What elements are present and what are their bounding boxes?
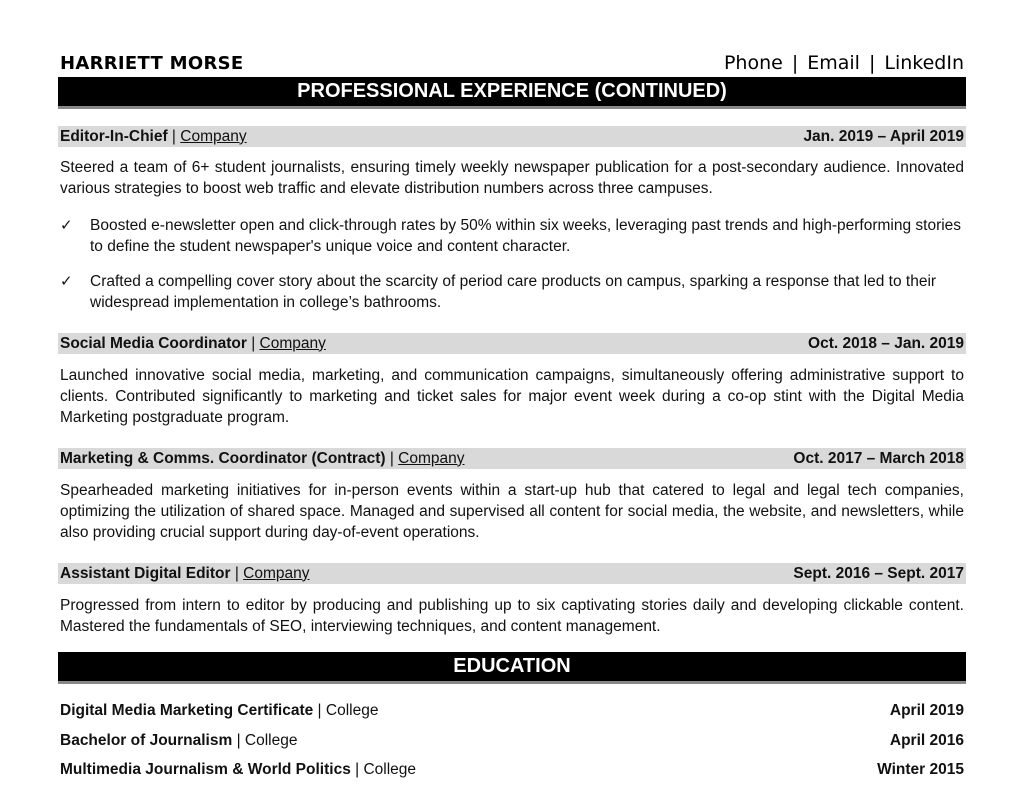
education-date: Winter 2015 <box>877 761 964 778</box>
job-title: Editor-In-Chief <box>60 127 168 145</box>
checkmark-icon: ✓ <box>60 217 73 234</box>
education-entry <box>60 759 964 781</box>
achievement-bullet <box>60 215 964 257</box>
degree-name: Digital Media Marketing Certificate <box>60 702 314 719</box>
education-degree-school: Digital Media Marketing Certificate | College <box>60 702 379 719</box>
job-header <box>58 126 966 147</box>
job-dates: Jan. 2019 – April 2019 <box>803 127 964 145</box>
company-link: Company <box>398 449 465 467</box>
job-dates: Sept. 2016 – Sept. 2017 <box>793 564 964 582</box>
job-dates: Oct. 2018 – Jan. 2019 <box>808 334 964 352</box>
checkmark-icon: ✓ <box>60 273 73 290</box>
job-title-company: Editor-In-Chief | Company <box>60 127 247 145</box>
contact-separator: | <box>868 52 876 74</box>
education-degree-school: Multimedia Journalism & World Politics | College <box>60 761 417 778</box>
section-heading-experience: PROFESSIONAL EXPERIENCE (CONTINUED) <box>58 77 966 109</box>
job-dates: Oct. 2017 – March 2018 <box>793 449 964 467</box>
job-title: Marketing & Comms. Coordinator (Contract) <box>60 449 386 467</box>
section-heading-education: EDUCATION <box>58 652 966 684</box>
education-degree-school: Bachelor of Journalism | College <box>60 732 298 749</box>
job-summary: Spearheaded marketing initiatives for in-person events within a start-up hub that catered to legal and legal tech companies, optimizing the utilization of shared space. Managed and supervised all content for social media, the website, and newsletters, while also providing crucial support during day-of-event operations. <box>60 482 964 541</box>
job-title-company: Social Media Coordinator | Company <box>60 334 326 352</box>
job-title: Assistant Digital Editor <box>60 564 231 582</box>
school-name: College <box>244 732 298 749</box>
education-date: April 2019 <box>889 702 964 719</box>
contact-info <box>724 52 964 74</box>
school-name: College <box>363 761 417 778</box>
job-header <box>58 563 966 584</box>
contact-email: Email <box>807 52 860 74</box>
bullet-text: Boosted e-newsletter open and click-through rates by 50% within six weeks, leveraging past trends and high-performing stories to define the student newspaper's unique voice and content character. <box>90 217 962 255</box>
education-entry <box>60 700 964 722</box>
bullet-text: Crafted a compelling cover story about the scarcity of period care products on campus, sparking a response that led to their widespread implementation in college’s bathrooms. <box>90 273 937 311</box>
job-summary: Steered a team of 6+ student journalists, ensuring timely weekly newspaper publication for a post-secondary audience. Innovated various strategies to boost web traffic and elevate distribution numbers across three campuses. <box>60 159 964 197</box>
job-summary: Launched innovative social media, marketing, and communication campaigns, simultaneously offering administrative support to clients. Contributed significantly to marketing and ticket sales for major event week during a co-op stint with the Digital Media Marketing postgraduate program. <box>60 367 964 426</box>
job-title-company: Marketing & Comms. Coordinator (Contract) | Company <box>60 449 465 467</box>
job-summary: Progressed from intern to editor by producing and publishing up to six captivating stories daily and developing clickable content. Mastered the fundamentals of SEO, interviewing techniques, and content management. <box>60 597 964 635</box>
resume-header <box>60 46 964 74</box>
contact-phone: Phone <box>723 52 783 74</box>
contact-linkedin: LinkedIn <box>884 52 964 74</box>
degree-name: Bachelor of Journalism <box>60 732 233 749</box>
job-header <box>58 448 966 469</box>
school-name: College <box>325 702 379 719</box>
company-link: Company <box>180 127 247 145</box>
achievement-bullet <box>60 271 964 313</box>
job-title: Social Media Coordinator <box>60 334 247 352</box>
candidate-name: HARRIETT MORSE <box>60 53 244 74</box>
job-header <box>58 333 966 354</box>
company-link: Company <box>259 334 326 352</box>
education-date: April 2016 <box>889 732 964 749</box>
education-entry <box>60 730 964 752</box>
job-title-company: Assistant Digital Editor | Company <box>60 564 310 582</box>
degree-name: Multimedia Journalism & World Politics <box>60 761 351 778</box>
company-link: Company <box>243 564 310 582</box>
contact-separator: | <box>791 52 799 74</box>
